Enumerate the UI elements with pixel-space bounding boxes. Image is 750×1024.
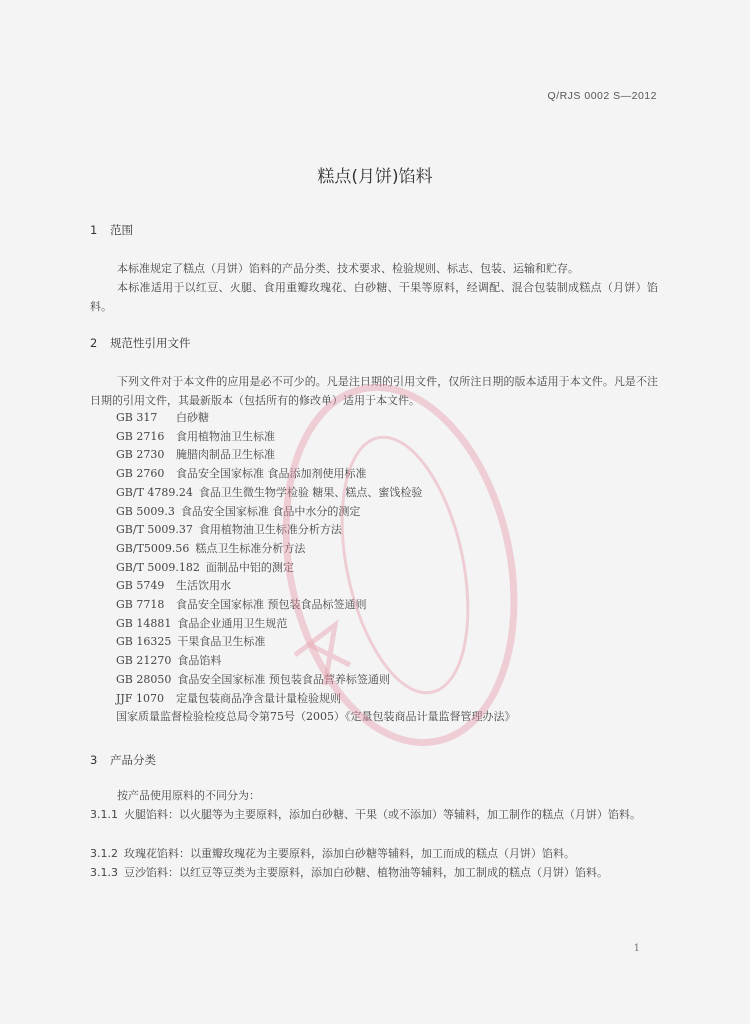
scope-paragraph-2: 本标准适用于以红豆、火腿、食用重瓣玫瑰花、白砂糖、干果等原料，经调配、混合包装制成糕点（月饼）馅料。 <box>90 281 658 313</box>
reference-item <box>116 503 516 522</box>
reference-item <box>116 615 516 634</box>
reference-code: GB 28050 <box>116 672 172 686</box>
section-3-heading <box>90 752 156 768</box>
references-intro: 下列文件对于本文件的应用是必不可少的。凡是注日期的引用文件，仅所注日期的版本适用于本文件。凡是不注日期的引用文件，其最新版本（包括所有的修改单）适用于本文件。 <box>90 375 658 407</box>
reference-code: GB 317 <box>116 411 158 424</box>
reference-code: GB 14881 <box>116 616 172 630</box>
reference-title: 腌腊肉制品卫生标准 <box>176 448 275 462</box>
subsection-3-1-1 <box>90 805 658 824</box>
reference-item <box>116 540 516 559</box>
reference-code: GB 2760 <box>116 467 165 481</box>
section-title: 产品分类 <box>110 753 156 767</box>
reference-code: GB/T5009.56 <box>116 541 190 555</box>
subsection-number: 3.1.3 <box>90 866 118 879</box>
subsection-text: 玫瑰花馅料：以重瓣玫瑰花为主要原料，添加白砂糖等辅料，加工而成的糕点（月饼）馅料。 <box>124 847 575 860</box>
reference-title: 食品安全国家标准 预包装食品营养标签通则 <box>177 672 390 686</box>
subsection-3-1-3 <box>90 863 658 882</box>
page-number: 1 <box>633 943 640 954</box>
reference-item <box>116 690 516 709</box>
reference-title: 食品馅料 <box>177 654 222 668</box>
reference-title: 糕点卫生标准分析方法 <box>195 541 306 555</box>
reference-code: GB 16325 <box>116 635 172 649</box>
reference-item <box>116 409 516 428</box>
section-number: 3 <box>90 753 98 767</box>
reference-title: 食品安全国家标准 食品添加剂使用标准 <box>176 467 367 481</box>
subsection-number: 3.1.1 <box>90 808 118 821</box>
reference-code: GB 2716 <box>116 429 165 443</box>
reference-code: JJF 1070 <box>116 691 164 705</box>
reference-code: GB/T 4789.24 <box>116 485 193 499</box>
reference-code: GB 5009.3 <box>116 504 175 518</box>
reference-title: 食用植物油卫生标准 <box>176 429 275 443</box>
reference-title: 食品安全国家标准 预包装食品标签通则 <box>176 598 367 612</box>
reference-title: 食品卫生微生物学检验 糖果、糕点、蜜饯检验 <box>198 485 423 499</box>
reference-code: GB/T 5009.182 <box>116 560 200 574</box>
reference-code: GB 7718 <box>116 598 165 612</box>
subsection-3-1-2 <box>90 844 658 863</box>
reference-item <box>116 521 516 540</box>
reference-title: 生活饮用水 <box>176 579 231 593</box>
reference-title: 食品企业通用卫生规范 <box>177 616 288 630</box>
reference-code: GB 21270 <box>116 654 172 668</box>
reference-item <box>116 708 516 727</box>
subsection-number: 3.1.2 <box>90 847 118 860</box>
reference-item <box>116 428 516 447</box>
section-title: 规范性引用文件 <box>110 336 191 350</box>
section-title: 范围 <box>110 223 133 237</box>
reference-item <box>116 577 516 596</box>
subsection-text: 豆沙馅料：以红豆等豆类为主要原料，添加白砂糖、植物油等辅料，加工制成的糕点（月饼）馅料。 <box>124 866 608 879</box>
reference-item <box>116 596 516 615</box>
reference-title: 食用植物油卫生标准分析方法 <box>198 523 342 537</box>
reference-code: GB/T 5009.37 <box>116 523 193 537</box>
section-number: 1 <box>90 223 98 237</box>
scope-paragraph-1: 本标准规定了糕点（月饼）馅料的产品分类、技术要求、检验规则、标志、包装、运输和贮存。 <box>117 262 579 275</box>
section-number: 2 <box>90 336 98 350</box>
reference-item <box>116 465 516 484</box>
reference-item <box>116 633 516 652</box>
reference-code: GB 5749 <box>116 579 165 593</box>
reference-list <box>116 409 516 727</box>
reference-item <box>116 652 516 671</box>
reference-title: 干果食品卫生标准 <box>177 635 266 649</box>
section-1-heading <box>90 222 133 238</box>
section-2-heading <box>90 335 191 351</box>
reference-title: 面制品中铝的测定 <box>205 560 294 574</box>
reference-item <box>116 671 516 690</box>
document-title: 糕点(月饼)馅料 <box>317 167 433 187</box>
subsection-text: 火腿馅料：以火腿等为主要原料，添加白砂糖、干果（或不添加）等辅料，加工制作的糕点（月饼）馅料。 <box>124 808 641 821</box>
reference-title: 食品安全国家标准 食品中水分的测定 <box>180 504 361 518</box>
reference-item <box>116 446 516 465</box>
standard-code: Q/RJS 0002 S—2012 <box>547 90 657 102</box>
reference-item <box>116 484 516 503</box>
reference-title: 《定量包装商品计量监督管理办法》 <box>345 710 516 724</box>
reference-item <box>116 559 516 578</box>
reference-code: 国家质量监督检验检疫总局令第75号（2005） <box>116 710 345 724</box>
classification-intro: 按产品使用原料的不同分为： <box>117 789 260 802</box>
reference-title: 白砂糖 <box>176 411 209 424</box>
reference-code: GB 2730 <box>116 448 165 462</box>
reference-title: 定量包装商品净含量计量检验规则 <box>176 691 341 705</box>
